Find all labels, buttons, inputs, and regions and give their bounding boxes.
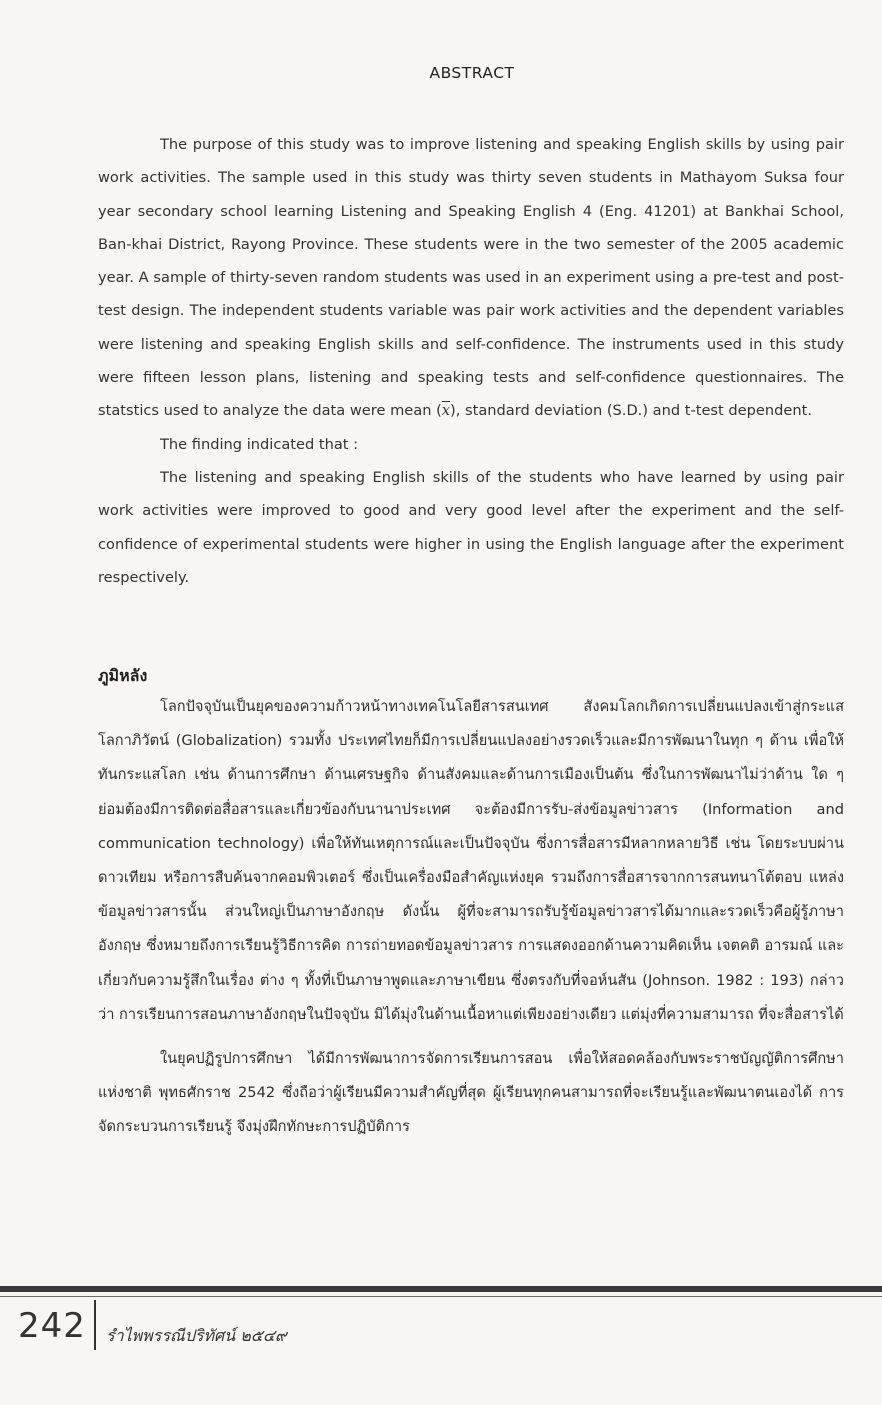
abstract-p1-end: ), standard deviation (S.D.) and t-test dependent. bbox=[450, 402, 812, 420]
abstract-p1-text: The purpose of this study was to improve listening and speaking English skills by using pair work activities. The sample used in this study was thirty seven students in Mathayom Suksa four year secondary school learning Listening and Speaking English 4 (Eng. 41201) at Bankhai School, Ban-khai District, Rayong Province. These students were in the two semester of the 2005 academic year. A sample of thirty-seven random students was used in an experiment using a pre-test and post-test design. The independent students variable was pair work activities and the dependent variables were listening and speaking English skills and self-confidence. The instruments used in this study were fifteen lesson plans, listening and speaking tests and self-confidence questionnaires. The statstics used to analyze the data were mean ( bbox=[98, 136, 844, 420]
thai-paragraph-1: โลกปัจจุบันเป็นยุคของความก้าวหน้าทางเทคโนโลยีสารสนเทศ สังคมโลกเกิดการเปลี่ยนแปลงเข้าสู่กระแสโลกาภิวัตน์ (Globalization) รวมทั้ง ประเทศไทยก็มีการเปลี่ยนแปลงอย่างรวดเร็วและมีการพัฒนาในทุก ๆ ด้าน เพื่อให้ทันกระแสโลก เช่น ด้านการศึกษา ด้านเศรษฐกิจ ด้านสังคมและด้านการเมืองเป็นต้น ซึ่งในการพัฒนาไม่ว่าด้าน ใด ๆ ย่อมต้องมีการติดต่อสื่อสารและเกี่ยวข้องกับนานาประเทศ จะต้องมีการรับ-ส่งข้อมูลข่าวสาร (Information and communication technology) เพื่อให้ทันเหตุการณ์และเป็นปัจจุบัน ซึ่งการสื่อสารมีหลากหลายวิธี เช่น โดยระบบผ่านดาวเทียม หรือการสืบค้นจากคอมพิวเตอร์ ซึ่งเป็นเครื่องมือสำคัญแห่งยุค รวมถึงการสื่อสารจากการสนทนาโต้ตอบ แหล่งข้อมูลข่าวสารนั้น ส่วนใหญ่เป็นภาษาอังกฤษ ดังนั้น ผู้ที่จะสามารถรับรู้ข้อมูลข่าวสารได้มากและรวดเร็วคือผู้รู้ภาษาอังกฤษ ซึ่งหมายถึงการเรียนรู้วิธีการคิด การถ่ายทอดข้อมูลข่าวสาร การแสดงออกด้านความคิดเห็น เจตคติ อารมณ์ และเกี่ยวกับความรู้สึกในเรื่อง ต่าง ๆ ทั้งที่เป็นภาษาพูดและภาษาเขียน ซึ่งตรงกับที่จอห์นสัน (Johnson. 1982 : 193) กล่าวว่า การเรียนการสอนภาษาอังกฤษในปัจจุบัน มิได้มุ่งในด้านเนื้อหาแต่เพียงอย่างเดียว แต่มุ่งที่ความสามารถ ที่จะสื่อสารได้ bbox=[98, 698, 844, 1023]
abstract-paragraph-2: The finding indicated that : bbox=[160, 435, 359, 453]
footer-rule-thick bbox=[0, 1286, 882, 1292]
abstract-paragraph-1 bbox=[98, 128, 844, 428]
abstract-paragraph-3: The listening and speaking English skills of the students who have learned by using pair work activities were improved to good and very good level after the experiment and the self-confidence of experimental students were higher in using the English language after the experiment respectively. bbox=[98, 468, 844, 586]
footer-rule-thin bbox=[0, 1296, 882, 1297]
page-number: 242 bbox=[18, 1306, 86, 1346]
abstract-body bbox=[98, 128, 844, 594]
section-heading: ภูมิหลัง bbox=[98, 666, 148, 685]
abstract-title: ABSTRACT bbox=[429, 64, 515, 82]
thai-body bbox=[98, 690, 844, 1145]
journal-title: รำไพพรรณีปริทัศน์ ๒๕๔๙ bbox=[106, 1326, 287, 1345]
mean-symbol: $\overline{x}$ bbox=[441, 402, 451, 420]
footer-separator bbox=[94, 1300, 96, 1350]
thai-paragraph-2: ในยุคปฏิรูปการศึกษา ได้มีการพัฒนาการจัดการเรียนการสอน เพื่อให้สอดคล้องกับพระราชบัญญัติการศึกษาแห่งชาติ พุทธศักราช 2542 ซึ่งถือว่าผู้เรียนมีความสำคัญที่สุด ผู้เรียนทุกคนสามารถที่จะเรียนรู้และพัฒนาตนเองได้ การจัดกระบวนการเรียนรู้ จึงมุ่งฝึกทักษะการปฏิบัติการ bbox=[98, 1050, 844, 1136]
